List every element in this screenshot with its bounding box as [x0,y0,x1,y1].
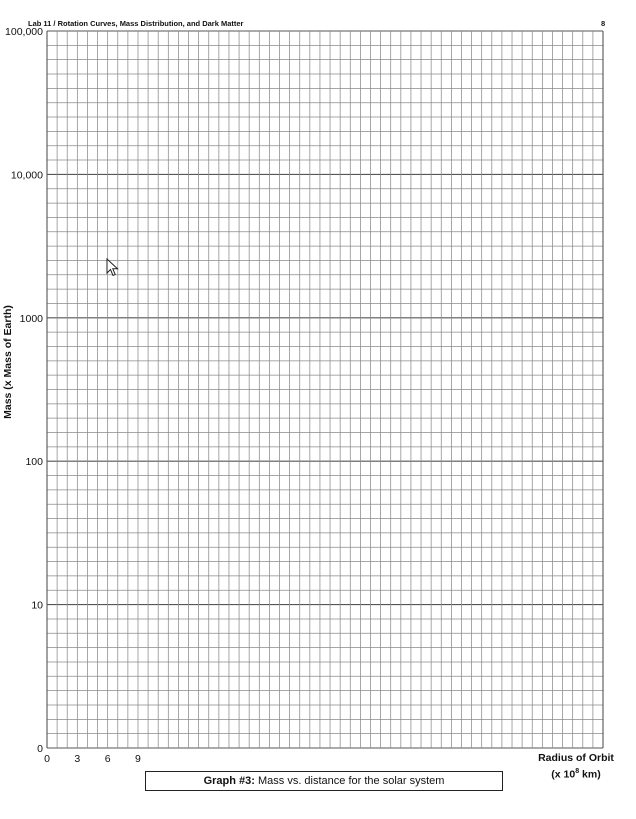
x-tick-label: 0 [44,753,50,765]
y-tick-label: 10 [31,599,43,612]
x-axis-label-suffix: km) [579,768,601,781]
x-tick-label: 3 [74,753,81,765]
x-axis-label-exponent: 8 [575,768,580,775]
grid-lines [47,31,603,748]
caption-label: Graph #3: [203,775,255,787]
x-tick-label: 9 [135,753,141,765]
caption-text: Mass vs. distance for the solar system [254,775,445,787]
x-tick-label: 6 [104,753,111,765]
y-tick-label: 100,000 [5,26,43,38]
header-title: Lab 11 / Rotation Curves, Mass Distribution, and Dark Matter [28,19,244,28]
x-axis-label [530,752,622,782]
graph-caption [145,771,503,791]
x-axis-label-line1: Radius of Orbit [538,752,614,764]
x-axis-label-prefix: (x 10 [551,768,576,781]
y-tick-label: 10,000 [10,169,43,182]
mouse-pointer-icon [106,258,120,278]
y-tick-label: 0 [37,743,43,755]
x-axis-ticks [44,753,141,765]
page-number: 8 [601,19,606,28]
y-tick-label: 100 [25,456,43,469]
y-axis-label: Mass (x Mass of Earth) [2,305,14,419]
y-tick-label: 1000 [19,312,43,325]
